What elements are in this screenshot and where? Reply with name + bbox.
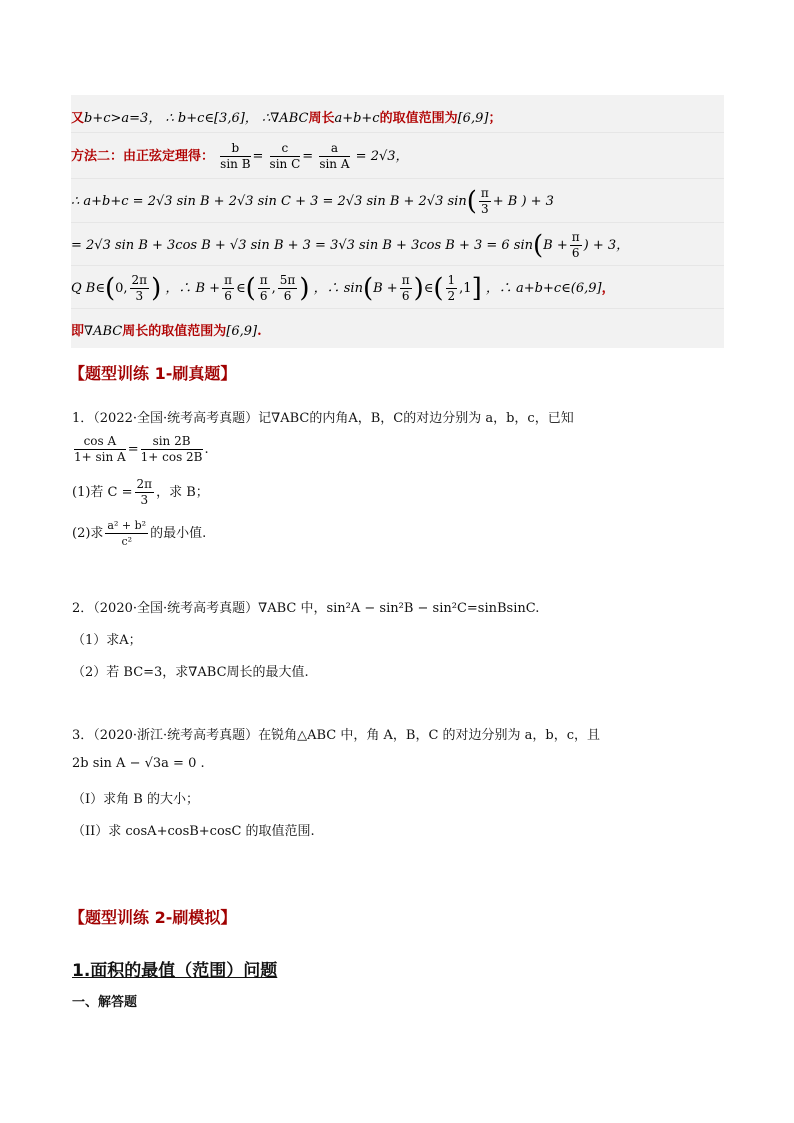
sub-title: 一、解答题 [72, 995, 138, 1010]
denominator: 6 [259, 289, 268, 303]
box-divider [71, 222, 724, 223]
punct: ； [488, 111, 502, 126]
fraction [570, 230, 582, 261]
q3-part-1: （I）求角 B 的大小； [72, 792, 199, 807]
text-you: 又 [71, 111, 85, 126]
fraction [258, 273, 270, 304]
math-tail: ) + 3， [583, 238, 630, 253]
numerator: 5π [279, 273, 296, 287]
text-ji: 即 [71, 324, 85, 339]
section-title: 1.面积的最值（范围）问题 [72, 961, 278, 981]
solution-line-2: 方法二：由正弦定理得： $\frac{b}{\text{sin B}}$ = $\frac{c}{\text{sin C}}$ = $\frac{a}{\text{sin A}}$ = 2√3， [71, 141, 409, 171]
denominator: 1+ cos 2B [140, 450, 203, 464]
text-perimeter: 周长 [308, 111, 335, 126]
numerator: π [480, 186, 489, 200]
math-interval: [6,9] [226, 324, 258, 339]
denominator: 1+ sin A [74, 450, 126, 464]
fraction [74, 434, 126, 465]
fraction [479, 186, 491, 217]
q1-intro: 1．（2022·全国·统考高考真题）记∇ABC的内角A，B，C的对边分别为 a，b，c，已知 [72, 411, 574, 426]
numerator: 2π [136, 477, 153, 491]
text-range-label: 周长的取值范围为 [122, 324, 227, 339]
fraction [400, 273, 412, 304]
denominator: 6 [283, 289, 292, 303]
numerator: cos A [74, 434, 126, 450]
solution-line-1 [71, 107, 501, 126]
math-tail: + B ) + 3 [492, 194, 554, 209]
punct: . [257, 324, 262, 339]
box-divider [71, 178, 724, 179]
fraction [135, 477, 155, 508]
denominator: 3 [140, 493, 149, 507]
text-range-label: 的取值范围为 [379, 111, 458, 126]
q3-equation: 2b sin A − √3a = 0 . [72, 756, 205, 771]
denominator: sin C [269, 157, 301, 171]
denominator: 3 [480, 202, 489, 216]
denominator: 3 [135, 289, 144, 303]
box-divider [71, 132, 724, 133]
denominator: sin B [220, 157, 251, 171]
math-interval: [6,9] [457, 111, 489, 126]
numerator: π [571, 230, 580, 244]
fraction [446, 273, 458, 304]
math-sum: a+b+c [334, 111, 380, 126]
numerator: π [224, 273, 232, 287]
q1-equation [72, 434, 209, 465]
q3-part-2: （II）求 cosA+cosB+cosC 的取值范围. [72, 824, 315, 839]
q1-part-2 [72, 518, 206, 549]
q1-part-2-tail: 的最小值. [150, 526, 207, 541]
q2-part-2: （2）若 BC=3，求∇ABC周长的最大值. [72, 665, 309, 680]
fraction [278, 273, 298, 304]
heading-training-1: 【题型训练 1-刷真题】 [69, 364, 237, 383]
denominator: 6 [401, 289, 410, 303]
q1-part-2-text: (2)求 [72, 526, 104, 541]
equals: = [127, 442, 139, 457]
math-part: ∈ [423, 281, 434, 296]
numerator: a² + b² [107, 519, 147, 532]
math-part: ∈ [235, 281, 246, 296]
denominator: 6 [571, 246, 580, 260]
math-triangle: ∴∇ABC [261, 111, 309, 126]
math-expression: ∴ a+b+c = 2√3 sin B + 2√3 sin C + 3 = 2√3 sin B + 2√3 sin [71, 194, 467, 209]
fraction [222, 273, 234, 304]
numerator: a [319, 141, 349, 157]
q2-part-1: （1）求A； [72, 633, 142, 648]
method-two-label: 方法二：由正弦定理得： [71, 149, 215, 164]
punct: . [204, 442, 209, 457]
q1-part-1 [72, 477, 209, 508]
q2-intro: 2．（2020·全国·统考高考真题）∇ABC 中，sin²A − sin²B − sin²C=sinBsinC. [72, 601, 540, 616]
fraction [141, 434, 203, 465]
numerator: π [401, 273, 410, 287]
numerator: b [220, 141, 250, 157]
denominator: c² [121, 535, 133, 548]
q3-intro: 3．（2020·浙江·统考高考真题）在锐角△ABC 中，角 A，B，C 的对边分别为 a，b，c，且 [72, 728, 601, 743]
solution-line-5: Q B∈(0, $\frac{2\pi}{3}$ ) ，∴ B + $\frac{\pi}{6}$ ∈( $\frac{\pi}{6}$ , $\frac{5\pi}{6}$ ) ，∴ sin(B + $\frac{\pi}{6}$ )∈( $\frac{1}{2}$ ,1] ，∴ a+b+c∈(6,9]， [71, 273, 615, 304]
math-part: ，∴ sin [313, 281, 363, 296]
solution-line-4: = 2√3 sin B + 3cos B + √3 sin B + 3 = 3√3 sin B + 3cos B + 3 = 6 sin(B + $\frac{\pi}{6}$ ) + 3， [71, 230, 630, 261]
solution-line-3: ∴ a+b+c = 2√3 sin B + 2√3 sin C + 3 = 2√3 sin B + 2√3 sin( $\frac{\pi}{3}$ + B ) + 3 [71, 186, 554, 217]
numerator: π [259, 273, 268, 287]
numerator: 1 [447, 273, 456, 287]
fraction [105, 518, 148, 549]
math-range: ∴ b+c∈[3,6]， [165, 111, 258, 126]
numerator: sin 2B [141, 434, 203, 450]
solution-line-6 [71, 320, 262, 339]
denominator: 6 [224, 289, 232, 303]
math-triangle: ∇ABC [84, 324, 123, 339]
box-divider [71, 265, 724, 266]
fraction [220, 141, 250, 172]
numerator: c [270, 141, 301, 157]
math-result: = 2√3， [355, 149, 409, 164]
numerator: 2π [131, 273, 148, 287]
heading-training-2: 【题型训练 2-刷模拟】 [69, 908, 237, 927]
q1-part-1-text: (1)若 C = [72, 485, 133, 500]
math-part: ，∴ B + [165, 281, 221, 296]
math-expression: = 2√3 sin B + 3cos B + √3 sin B + 3 = 3√3 sin B + 3cos B + 3 = 6 sin [71, 238, 534, 253]
math-part: Q B∈ [71, 281, 105, 296]
denominator: sin A [319, 157, 350, 171]
fraction [270, 141, 301, 172]
punct: ， [601, 281, 615, 296]
math-inequality: b+c>a=3， [84, 111, 162, 126]
box-divider [71, 308, 724, 309]
q1-part-1-tail: ，求 B； [156, 485, 209, 500]
fraction [130, 273, 150, 304]
math-part: ，∴ a+b+c∈(6,9] [485, 281, 602, 296]
fraction [319, 141, 349, 172]
denominator: 2 [447, 289, 456, 303]
